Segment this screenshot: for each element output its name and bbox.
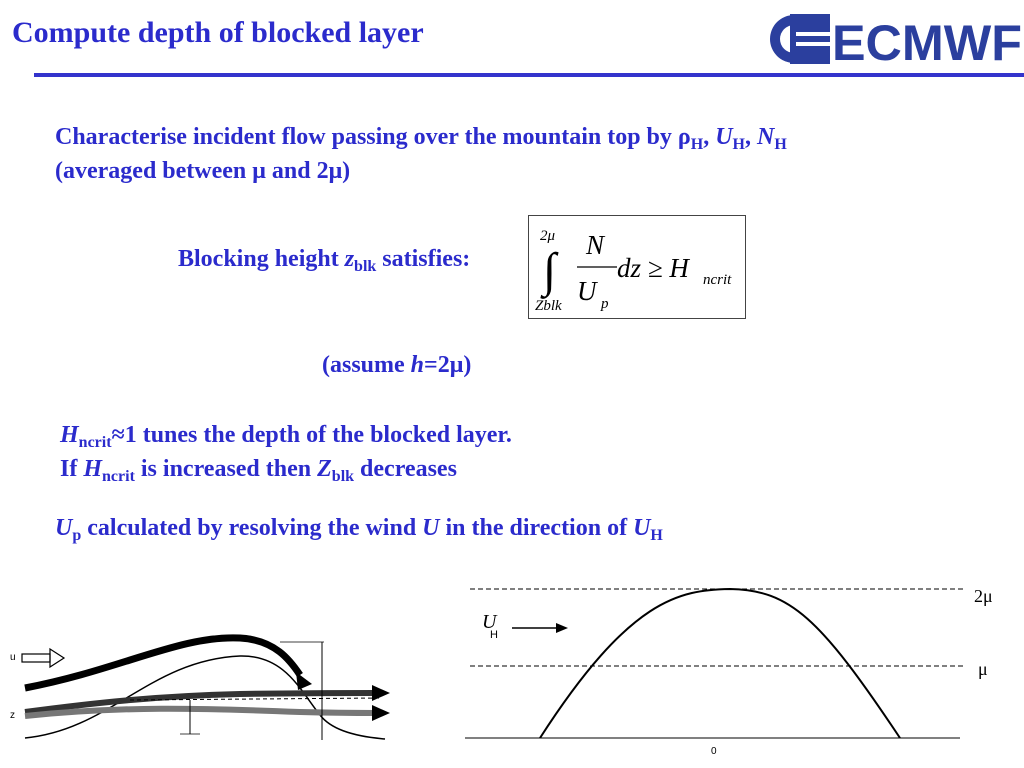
tuning-line-2: If $H_{ncrit}$ is increased then $Z_{blk}$ decreases [60,456,457,485]
intro-paragraph [55,120,1015,188]
assume-text: (assume h=2μ) [322,352,472,378]
ecmwf-logo [766,10,1024,68]
label-2mu: 2μ [974,586,993,606]
intro-line-1: Characterise incident flow passing over the mountain top by $\rho_H$, $U_H$, $N_H$ [55,124,787,153]
label-mu: μ [978,659,988,679]
logo-emblem-icon [770,14,830,64]
tuning-paragraph [60,418,512,486]
left-flow-figure [0,600,400,768]
right-mountain-figure [460,578,1024,768]
label-uh: U [482,611,497,633]
intro-line-2: (averaged between μ and 2μ) [55,158,351,184]
bold-streamline [25,638,300,688]
formula-rest: dz ≥ H [617,253,689,283]
formula-box [528,215,746,319]
tuning-line-1: $H_{ncrit}\approx 1$ tunes the depth of the blocked layer. [60,422,512,451]
left-label-z: z [10,710,15,721]
integral-sign: ∫ [543,244,557,297]
wind-arrow-icon [512,623,568,633]
fraction-numerator: N [586,230,605,260]
mountain-curve [540,589,900,738]
logo-text: ECMWF [832,15,1022,68]
title-rule [34,73,1024,77]
blocking-formula [529,216,745,318]
incoming-flow-arrow-icon [22,649,64,667]
integral-upper-limit: 2μ [540,228,556,244]
label-zero: 0 [711,746,717,757]
integral-lower-limit: Zblk [535,298,562,314]
fraction-denominator: U [577,276,597,306]
left-label-u: u [10,652,16,663]
slide-title: Compute depth of blocked layer [12,16,424,49]
blocking-height-text: Blocking height $z_{blk}$ satisfies: [178,246,471,275]
label-uh-sub: H [490,629,498,641]
up-calculation-text: $U_p$ calculated by resolving the wind U in the direction of $U_H$ [55,515,663,544]
fraction-denominator-sub: p [601,296,609,312]
formula-rest-sub: ncrit [703,272,732,288]
